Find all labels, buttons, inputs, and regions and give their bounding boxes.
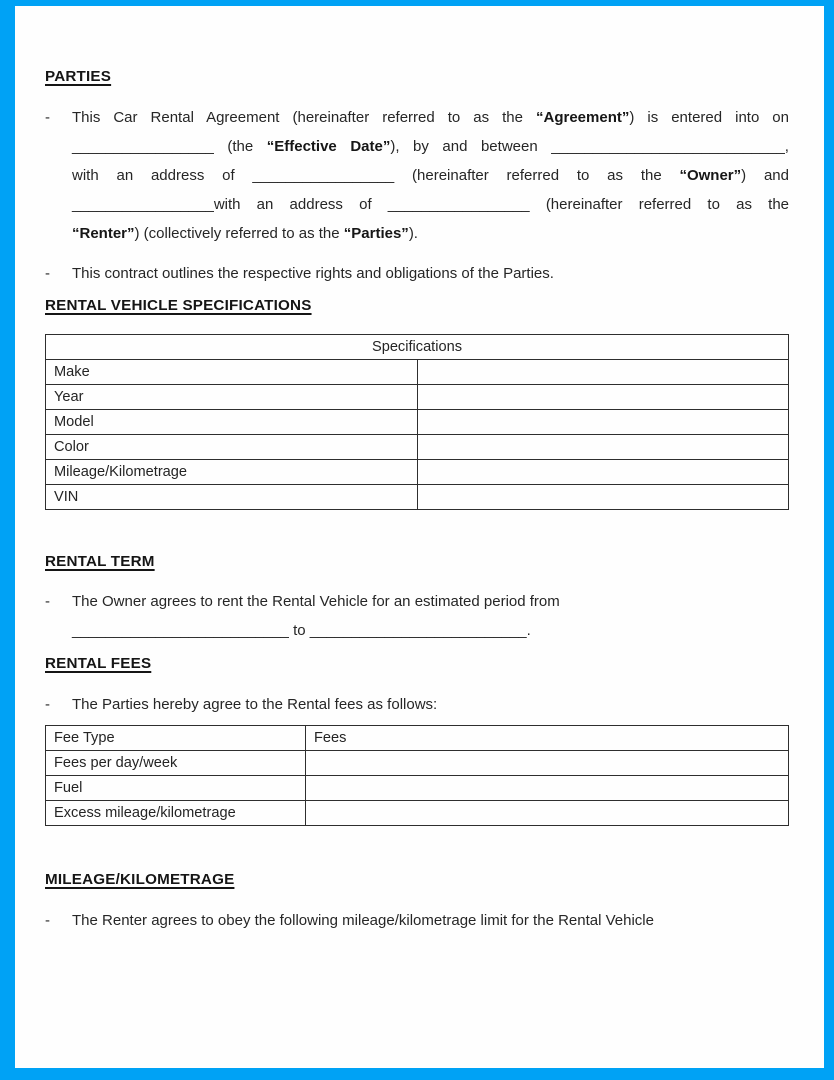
contract-outline-paragraph: [45, 259, 789, 288]
spec-table-title-cell: Specifications: [46, 335, 789, 360]
specifications-table: [45, 334, 789, 510]
document-page: [15, 6, 824, 1068]
rental-term-date-blanks: __________________________ to __________________________.: [72, 622, 531, 639]
fee-table-header-row: [46, 726, 789, 751]
parties-line-5: “Renter”) (collectively referred to as the “Parties”).: [72, 225, 418, 242]
table-row: [46, 435, 789, 460]
fee-header-fee-type: Fee Type: [46, 726, 306, 751]
fee-value-per-day-week: [306, 751, 789, 776]
parties-line-3: with an address of _________________ (hereinafter referred to as the “Owner”) and: [72, 167, 789, 184]
spec-value-color: [417, 435, 789, 460]
spec-label-year: Year: [46, 385, 418, 410]
term-parties: “Parties”: [343, 225, 409, 242]
fee-label-per-day-week: Fees per day/week: [46, 751, 306, 776]
mileage-limit-text: The Renter agrees to obey the following mileage/kilometrage limit for the Rental Vehicle: [72, 912, 654, 929]
parties-line-2: _________________ (the “Effective Date”), by and between ____________________________,: [72, 138, 789, 155]
table-row: [46, 360, 789, 385]
term-agreement: “Agreement”: [536, 109, 630, 126]
section-heading-rental-vehicle-specifications: RENTAL VEHICLE SPECIFICATIONS: [45, 297, 312, 314]
renter-name-address-blanks: _________________with an address of _________________ (hereinafter referred to as the: [72, 196, 789, 213]
table-row: [46, 751, 789, 776]
spec-label-model: Model: [46, 410, 418, 435]
spec-value-mileage: [417, 460, 789, 485]
parties-line-1: This Car Rental Agreement (hereinafter referred to as the “Agreement”) is entered into on: [72, 109, 789, 126]
table-row: [46, 460, 789, 485]
term-owner: “Owner”: [679, 167, 742, 184]
rental-term-line-1: The Owner agrees to rent the Rental Vehicle for an estimated period from: [72, 593, 560, 610]
table-row: [46, 485, 789, 510]
fee-value-excess-mileage: [306, 801, 789, 826]
rental-term-paragraph: [45, 587, 789, 645]
bullet-dash: -: [45, 696, 50, 713]
term-renter: “Renter”: [72, 225, 135, 242]
parties-line-4: [72, 190, 789, 219]
spec-value-year: [417, 385, 789, 410]
rental-term-text: [72, 587, 789, 645]
parties-intro-paragraph: [45, 103, 789, 248]
owner-name-blank: ____________________________,: [551, 138, 789, 155]
fee-value-fuel: [306, 776, 789, 801]
fee-label-excess-mileage: Excess mileage/kilometrage: [46, 801, 306, 826]
spec-label-make: Make: [46, 360, 418, 385]
fee-header-fees: Fees: [306, 726, 789, 751]
table-row: [46, 801, 789, 826]
section-heading-rental-fees: RENTAL FEES: [45, 655, 152, 672]
owner-address-blank: with an address of _________________ (hereinafter referred to as the: [72, 167, 680, 184]
bullet-dash: -: [45, 109, 50, 126]
mileage-limit-paragraph: [45, 906, 789, 935]
bullet-dash: -: [45, 593, 50, 610]
spec-value-vin: [417, 485, 789, 510]
table-row: [46, 776, 789, 801]
term-effective-date: “Effective Date”: [266, 138, 391, 155]
fee-label-fuel: Fuel: [46, 776, 306, 801]
table-row: [46, 410, 789, 435]
spec-value-make: [417, 360, 789, 385]
spec-value-model: [417, 410, 789, 435]
section-heading-parties: PARTIES: [45, 68, 112, 85]
document-content: [45, 6, 789, 935]
fees-table: [45, 725, 789, 826]
spec-label-vin: VIN: [46, 485, 418, 510]
rental-fees-intro-text: The Parties hereby agree to the Rental fees as follows:: [72, 696, 438, 713]
rental-fees-intro-paragraph: [45, 690, 789, 719]
section-heading-mileage-kilometrage: MILEAGE/KILOMETRAGE: [45, 871, 235, 888]
parties-intro-text: [72, 103, 789, 248]
contract-outline-text: This contract outlines the respective rights and obligations of the Parties.: [72, 265, 554, 282]
section-heading-rental-term: RENTAL TERM: [45, 553, 155, 570]
table-row: [46, 385, 789, 410]
bullet-dash: -: [45, 265, 50, 282]
spec-label-mileage: Mileage/Kilometrage: [46, 460, 418, 485]
effective-date-blank: _________________ (the: [72, 138, 267, 155]
spec-label-color: Color: [46, 435, 418, 460]
bullet-dash: -: [45, 912, 50, 929]
spec-table-header-row: [46, 335, 789, 360]
